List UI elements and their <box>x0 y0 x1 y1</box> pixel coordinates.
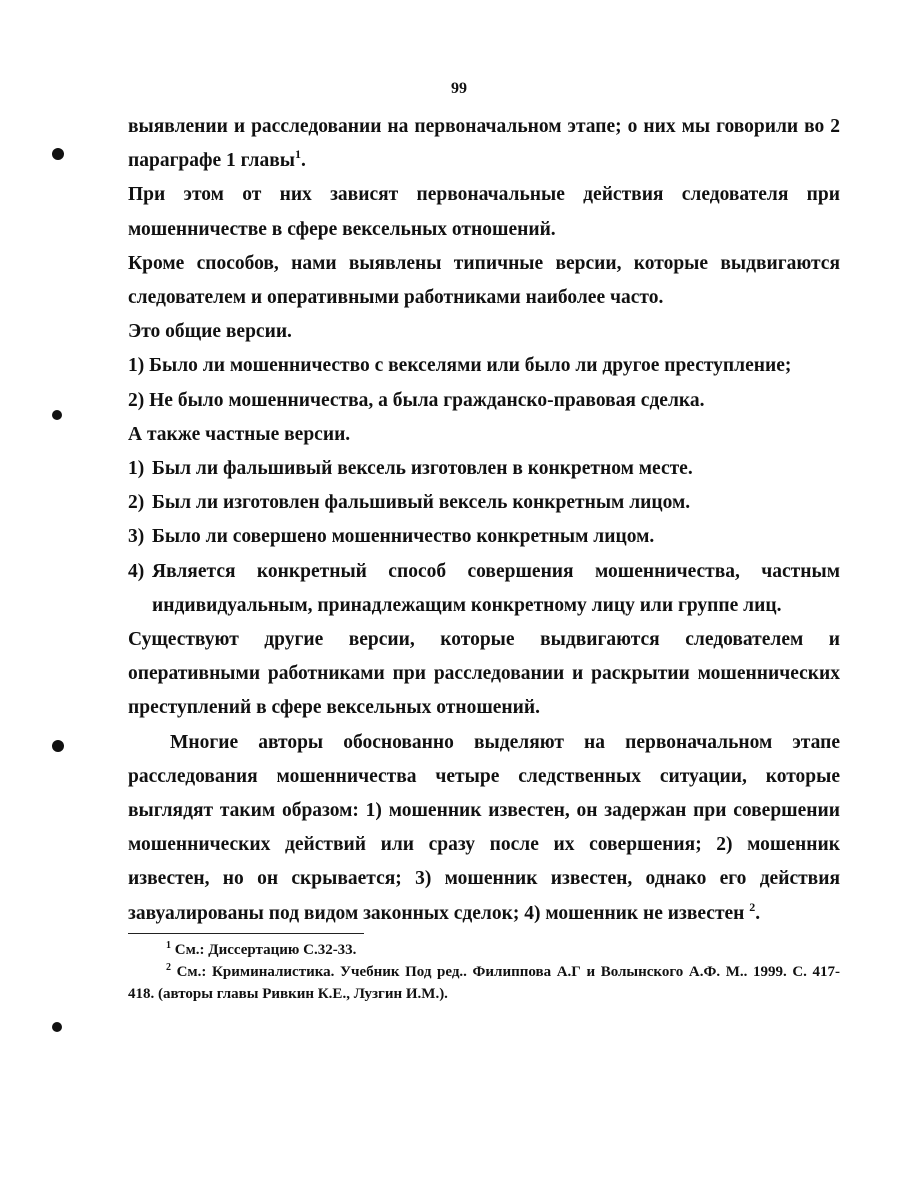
general-version-item: 2) Не было мошенничества, а была гражданско-правовая сделка. <box>128 389 705 411</box>
general-version-item: 1) Было ли мошенничество с векселями или было ли другое преступление; <box>128 355 792 377</box>
list-item-text: Был ли фальшивый вексель изготовлен в конкретном месте. <box>152 458 693 480</box>
footnote-reference: 2 <box>749 899 756 914</box>
paragraph-end: . <box>301 150 306 172</box>
list-number: 3) <box>128 526 145 548</box>
footnote-reference: 1 <box>295 147 301 162</box>
list-item <box>128 520 840 554</box>
list-item-text: Является конкретный способ совершения мошенничества, частным индивидуальным, принадлежащим конкретному лицу или группе лиц. <box>152 560 840 616</box>
paragraph-investigative-situations <box>128 726 840 931</box>
paragraph-text: Многие авторы обоснованно выделяют на первоначальном этапе расследования мошенничества четыре следственных ситуации, которые выглядят таким образом: 1) мошенник известен, он задержан при совершении мошеннических действий или сразу после их совершения; 2) мошенник известен, но он скрывается; 3) мошенник известен, однако его действия завуалированы под видом законных сделок; 4) мошенник не известен <box>128 731 840 924</box>
footnote-text: См.: Криминалистика. Учебник Под ред.. Филиппова А.Г и Волынского А.Ф. М.. 1999. С. 417-418. (авторы главы Ривкин К.Е., Лузгин И.М.). <box>128 964 840 1002</box>
paragraph-private-versions-heading: А также частные версии. <box>128 423 351 445</box>
list-item <box>128 486 840 520</box>
paragraph-end: . <box>755 902 761 924</box>
private-versions-list <box>128 452 840 623</box>
footnote <box>128 939 840 961</box>
body-text <box>128 110 840 931</box>
binding-hole-mark <box>52 740 64 752</box>
page-number: 99 <box>451 80 467 97</box>
paragraph-general-versions-heading: Это общие версии. <box>128 321 292 343</box>
paragraph-text: выявлении и расследовании на первоначальном этапе; о них мы говорили во 2 параграфе 1 главы <box>128 116 840 172</box>
list-item-text: Был ли изготовлен фальшивый вексель конкретным лицом. <box>152 492 691 514</box>
footnote-mark: 2 <box>166 962 171 973</box>
list-number: 4) <box>128 560 145 582</box>
binding-hole-mark <box>52 1022 62 1032</box>
list-number: 2) <box>128 492 145 514</box>
binding-hole-mark <box>52 148 64 160</box>
footnote-separator <box>128 933 364 934</box>
paragraph-other-versions: Существуют другие версии, которые выдвигаются следователем и оперативными работниками при расследовании и раскрытии мошеннических преступлений в сфере вексельных отношений. <box>128 629 840 719</box>
footnote-text: См.: Диссертацию С.32-33. <box>171 942 357 958</box>
binding-hole-mark <box>52 410 62 420</box>
footnotes <box>128 939 840 1005</box>
paragraph-typical-versions: Кроме способов, нами выявлены типичные версии, которые выдвигаются следователем и оперативными работниками наиболее часто. <box>128 252 840 309</box>
paragraph-dependence: При этом от них зависят первоначальные действия следователя при мошенничестве в сфере вексельных отношений. <box>128 184 840 240</box>
paragraph-continuation <box>128 110 840 178</box>
footnote-mark: 1 <box>166 940 171 951</box>
list-item <box>128 555 840 623</box>
list-number: 1) <box>128 458 145 480</box>
list-item <box>128 452 840 486</box>
list-item-text: Было ли совершено мошенничество конкретным лицом. <box>152 526 655 548</box>
footnote <box>128 961 840 1005</box>
